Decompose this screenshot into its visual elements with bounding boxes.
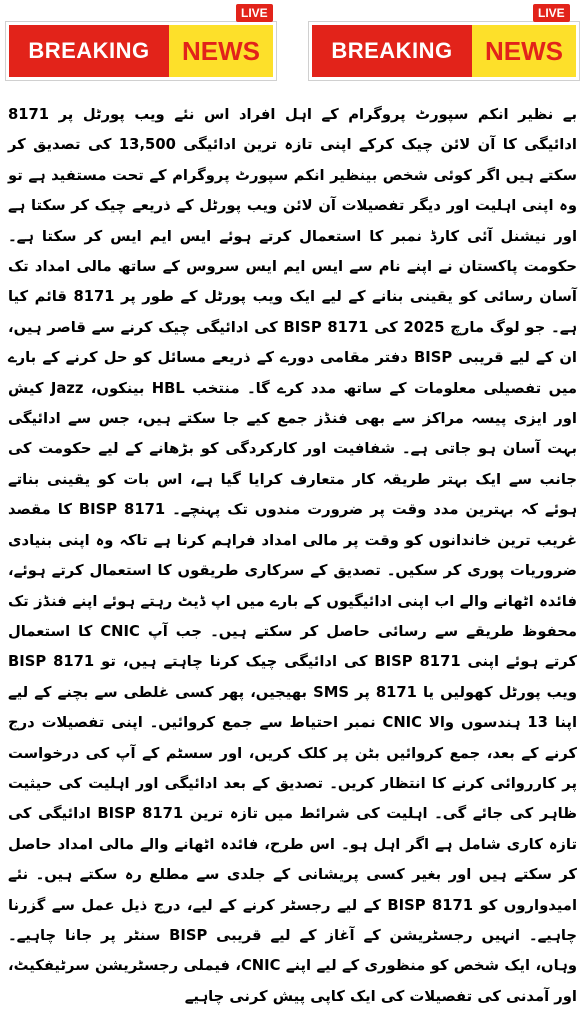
- live-badge: LIVE: [533, 4, 570, 22]
- article-body: بے نظیر انکم سپورٹ پروگرام کے اہل افراد اس نئے ویب پورٹل پر 8171 ادائیگی کا آن لائن چیک کرکے اپنی تازہ ترین ادائیگی 13,500 کی تصدیق کر سکتے ہیں اگر کوئی شخص بینظیر انکم سپورٹ پروگرام کے تحت مستفید ہے تو وہ اپنی اہلیت اور دیگر تفصیلات آن لائن ویب پورٹل کے ذریعے چیک کر سکتا ہے اور نیشنل آئی کارڈ نمبر کا استعمال کرتے ہوئے ایس ایم ایس کر سکتا ہے۔ حکومت پاکستان نے اپنے نام سے ایس ایم ایس سروس کے ساتھ مالی امداد تک آسان رسائی کو یقینی بنانے کے لیے ایک ویب پورٹل کے طور پر 8171 قائم کیا ہے۔ جو لوگ مارچ 2025 کی BISP 8171 کی ادائیگی چیک کرنے سے قاصر ہیں، ان کے لیے قریبی BISP دفتر مقامی دورے کے ذریعے مسائل کو حل کرنے کے بارے میں تفصیلی معلومات کے ساتھ مدد کرے گا۔ منتخب HBL بینکوں، Jazz کیش اور ایزی پیسہ مراکز سے بھی فنڈز جمع کیے جا سکتے ہیں، جس سے ادائیگی بہت آسان ہو جاتی ہے۔ شفافیت اور کارکردگی کو بڑھانے کے لیے حکومت کی جانب سے ایک بہتر طریقہ کار متعارف کرایا گیا ہے، اس بات کو یقینی بناتے ہوئے کہ بہترین مدد وقت پر ضرورت مندوں تک پہنچے۔ BISP 8171 کا مقصد غریب ترین خاندانوں کو وقت پر مالی امداد فراہم کرنا ہے تاکہ وہ اپنی بنیادی ضروریات پوری کر سکیں۔ تصدیق کے سرکاری طریقوں کا استعمال کرتے ہوئے، فائدہ اٹھانے والے اب اپنی ادائیگیوں کے بارے میں اپ ڈیٹ رہتے ہوئے اپنے فنڈز تک محفوظ طریقے سے رسائی حاصل کر سکتے ہیں۔ جب آپ CNIC کا استعمال کرتے ہوئے اپنی BISP 8171 کی ادائیگی چیک کرنا چاہتے ہیں، تو BISP 8171 ویب پورٹل کھولیں یا 8171 پر SMS بھیجیں، پھر کسی غلطی سے بچنے کے لیے اپنا 13 ہندسوں والا CNIC نمبر احتیاط سے جمع کروائیں۔ اپنی تفصیلات درج کرنے کے بعد، جمع کروائیں بٹن پر کلک کریں، اور سسٹم کے آپ کی درخواست پر کارروائی کرنے کا انتظار کریں۔ تصدیق کے بعد ادائیگی اور اہلیت کی حیثیت ظاہر کی جائے گی۔ اہلیت کی شرائط میں تازہ ترین BISP 8171 ادائیگی کی تازہ کاری شامل ہے اگر اہل ہو۔ اس طرح، فائدہ اٹھانے والے مالی امداد حاصل کر سکتے ہیں اور بغیر کسی پریشانی کے جلدی سے مطلع رہ سکتے ہیں۔ نئے امیدواروں کو BISP 8171 کے لیے رجسٹر کرنے کے لیے، درج ذیل عمل سے گزرنا چاہیے۔ انہیں رجسٹریشن کے آغاز کے لیے قریبی BISP سنٹر پر جانا چاہیے۔ وہاں، ایک شخص کو منظوری کے لیے اپنے CNIC، فیملی رجسٹریشن سرٹیفکیٹ، اور آمدنی کی تفصیلات کی ایک کاپی پیش کرنی چاہیے: [8, 106, 578, 1005]
- breaking-news-banner-left: [6, 22, 276, 80]
- news-label: NEWS: [169, 25, 273, 77]
- live-badge: LIVE: [236, 4, 273, 22]
- breaking-label: BREAKING: [9, 25, 169, 77]
- breaking-news-banner-right: [309, 22, 579, 80]
- breaking-news-header: [0, 0, 585, 96]
- news-label: NEWS: [472, 25, 576, 77]
- breaking-label: BREAKING: [312, 25, 472, 77]
